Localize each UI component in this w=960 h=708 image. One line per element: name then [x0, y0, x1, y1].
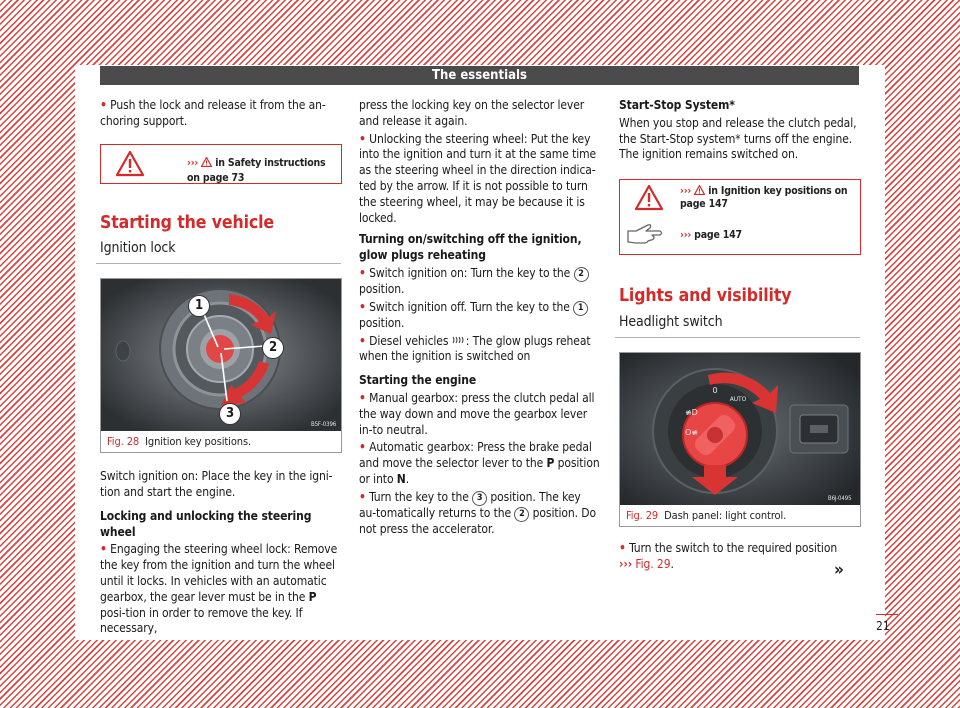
fog-rear-symbol: O≢ — [685, 427, 698, 437]
switch-position-auto: AUTO — [729, 395, 747, 403]
figure-code: B6J-0495 — [828, 494, 852, 502]
paragraph: When you stop and release the clutch pedal, the Start-Stop system* turns off the engine. The ignition remains switched on. — [619, 115, 857, 162]
bullet-icon: • — [359, 390, 366, 405]
page-number: 21 — [876, 619, 890, 633]
warning-reference[interactable]: ››› in Ignition key positions on page 147 — [680, 185, 848, 211]
figure-link[interactable]: Fig. 29 — [632, 556, 671, 571]
warning-reference[interactable]: ››› in Safety instructions on page 73 — [187, 156, 326, 185]
bullet-icon: • — [100, 98, 107, 112]
reference-box — [619, 179, 861, 255]
bullet-icon: • — [359, 440, 366, 455]
bullet-icon: • — [100, 542, 107, 557]
paragraph-heading: Locking and unlocking the steering wheel — [100, 508, 312, 539]
figure-caption: Fig. 29 Dash panel: light control. — [626, 508, 787, 522]
bullet-icon: • — [359, 299, 366, 314]
note-hand-icon — [626, 222, 666, 246]
warning-icon — [634, 184, 664, 211]
bullet-icon: • — [359, 265, 366, 280]
bullet-icon: • — [619, 540, 626, 555]
warning-box — [100, 144, 342, 184]
paragraph: • Switch ignition off. Turn the key to the 1 position. — [359, 300, 601, 332]
paragraph: • Turn the key to the 3 position. The key au-tomatically returns to the 2 position. Do not press the accelerator. — [359, 489, 597, 536]
figure-ignition — [100, 278, 342, 453]
paragraph: press the locking key on the selector lever and release it again. — [359, 98, 585, 128]
paragraph: • Engaging the steering wheel lock: Remove the key from the ignition and turn the wheel until it locks. In vehicles with an automatic gearbox, the gear lever must be in the P posi-tion in order to remove the key. If necessary, — [100, 542, 338, 636]
subsection-title: Headlight switch — [619, 313, 723, 330]
headlight-switch-image — [620, 353, 860, 505]
figure-caption: Fig. 28 Ignition key positions. — [107, 435, 252, 449]
callout-3: 3 — [219, 403, 241, 425]
paragraph: • Manual gearbox: press the clutch pedal all the way down and move the gearbox lever in-to neutral. — [359, 390, 595, 437]
small-warning-icon — [694, 185, 705, 195]
paragraph: • Diesel vehicles : The glow plugs reheat when the ignition is switched on — [359, 333, 591, 364]
column-1 — [100, 98, 342, 639]
paragraph: Switch ignition on: Place the key in the igni-tion and start the engine. — [100, 469, 333, 499]
position-number: 2 — [574, 267, 589, 282]
figure-headlight — [619, 352, 861, 527]
paragraph-heading: Turning on/switching off the ignition, glow plugs reheating — [359, 232, 582, 263]
paragraph-heading: Starting the engine — [359, 373, 477, 388]
bullet-icon: • — [359, 489, 366, 504]
fog-front-symbol: ≢D — [685, 407, 698, 417]
paragraph: • Switch ignition on: Turn the key to the 2 position. — [359, 266, 601, 298]
small-warning-icon — [201, 157, 212, 167]
column-3 — [619, 98, 861, 574]
position-number: 1 — [573, 301, 588, 316]
paragraph: • Unlocking the steering wheel: Put the key into the ignition and turn it at the same time as the steering wheel in the direction indica-ted by the arrow. If it is not possible to turn the steering wheel, it may be because it is locked. — [359, 131, 597, 225]
position-number: 3 — [472, 491, 487, 506]
bullet-icon: • — [359, 131, 366, 146]
subsection-title: Ignition lock — [100, 240, 176, 257]
callout-2: 2 — [262, 337, 284, 359]
paragraph-heading: Start-Stop System* — [619, 98, 735, 112]
switch-position-0: 0 — [712, 385, 718, 395]
bullet-icon: • — [359, 333, 366, 348]
page-reference[interactable]: ››› page 147 — [680, 229, 742, 242]
section-title: Starting the vehicle — [100, 212, 274, 233]
glow-plug-icon — [452, 336, 466, 345]
paragraph: • Turn the switch to the required position ››› Fig. 29. — [619, 540, 838, 571]
section-title: Lights and visibility — [619, 286, 792, 307]
figure-code: B5F-0396 — [311, 421, 337, 429]
column-2 — [359, 98, 601, 540]
continue-marker: » — [834, 560, 844, 580]
paragraph: • Automatic gearbox: Press the brake pedal and move the selector lever to the P position or into N. — [359, 440, 600, 486]
warning-icon — [115, 150, 145, 177]
page-number-rule — [876, 614, 898, 615]
callout-1: 1 — [188, 295, 210, 317]
paragraph: • Push the lock and release it from the an-choring support. — [100, 98, 326, 128]
position-number: 2 — [514, 507, 529, 522]
page-header: The essentials — [100, 66, 859, 85]
